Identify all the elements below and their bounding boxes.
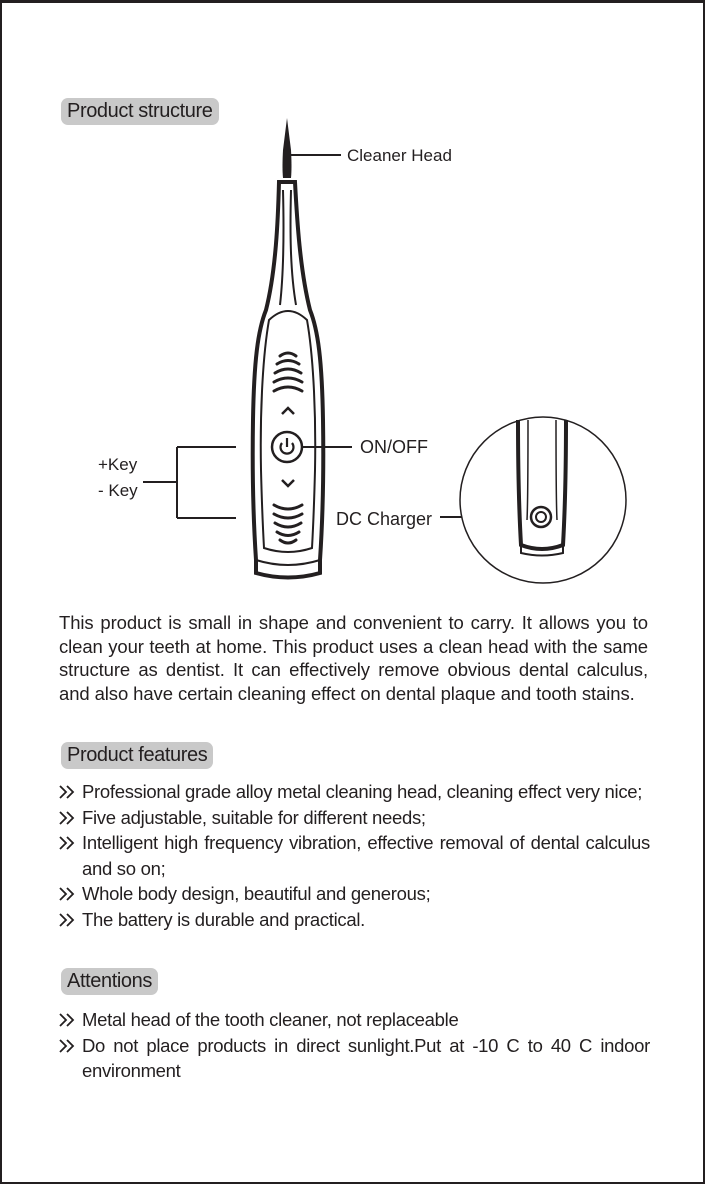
section-title-features: Product features <box>61 742 213 769</box>
list-item <box>58 907 650 933</box>
power-icon <box>272 432 302 462</box>
attention-text: Do not place products in direct sunlight.Put at -10 C to 40 C indoor environment <box>82 1034 650 1081</box>
key-bracket <box>143 447 236 518</box>
features-list <box>58 779 650 932</box>
feature-text: Whole body design, beautiful and generous; <box>82 883 431 904</box>
minus-key-label: - Key <box>98 481 138 500</box>
double-chevron-right-icon <box>58 913 76 927</box>
double-chevron-right-icon <box>58 836 76 850</box>
plus-key-label: +Key <box>98 455 138 474</box>
attention-text: Metal head of the tooth cleaner, not replaceable <box>82 1009 459 1030</box>
feature-text: Five adjustable, suitable for different needs; <box>82 806 426 828</box>
feature-text: Intelligent high frequency vibration, effective removal of dental calculus and so on; <box>82 832 650 879</box>
cleaner-head-label: Cleaner Head <box>347 146 452 165</box>
list-item <box>58 830 650 881</box>
double-chevron-right-icon <box>58 1039 76 1053</box>
dc-charger-label: DC Charger <box>336 509 433 529</box>
double-chevron-right-icon <box>58 1013 76 1027</box>
double-chevron-right-icon <box>58 887 76 901</box>
list-item <box>58 779 650 805</box>
feature-text: Professional grade alloy metal cleaning head, cleaning effect very nice; <box>82 781 643 802</box>
section-title-structure: Product structure <box>61 98 219 125</box>
double-chevron-right-icon <box>58 811 76 825</box>
cleaner-head-tip <box>283 118 292 178</box>
intro-paragraph: This product is small in shape and convenient to carry. It allows you to clean your teeth at home. This product uses a clean head with the same structure as dentist. It can effectively remove obvious dental calculus, and also have certain cleaning effect on dental plaque and tooth stains. <box>59 612 648 704</box>
feature-text: The battery is durable and practical. <box>82 908 366 930</box>
on-off-label: ON/OFF <box>360 437 428 457</box>
attentions-list <box>58 1007 650 1084</box>
charger-detail-view <box>460 417 626 583</box>
list-item <box>58 805 650 831</box>
section-title-attentions: Attentions <box>61 968 158 995</box>
list-item <box>58 1033 650 1084</box>
dc-port <box>531 507 551 527</box>
list-item <box>58 881 650 907</box>
double-chevron-right-icon <box>58 785 76 799</box>
list-item <box>58 1007 650 1033</box>
